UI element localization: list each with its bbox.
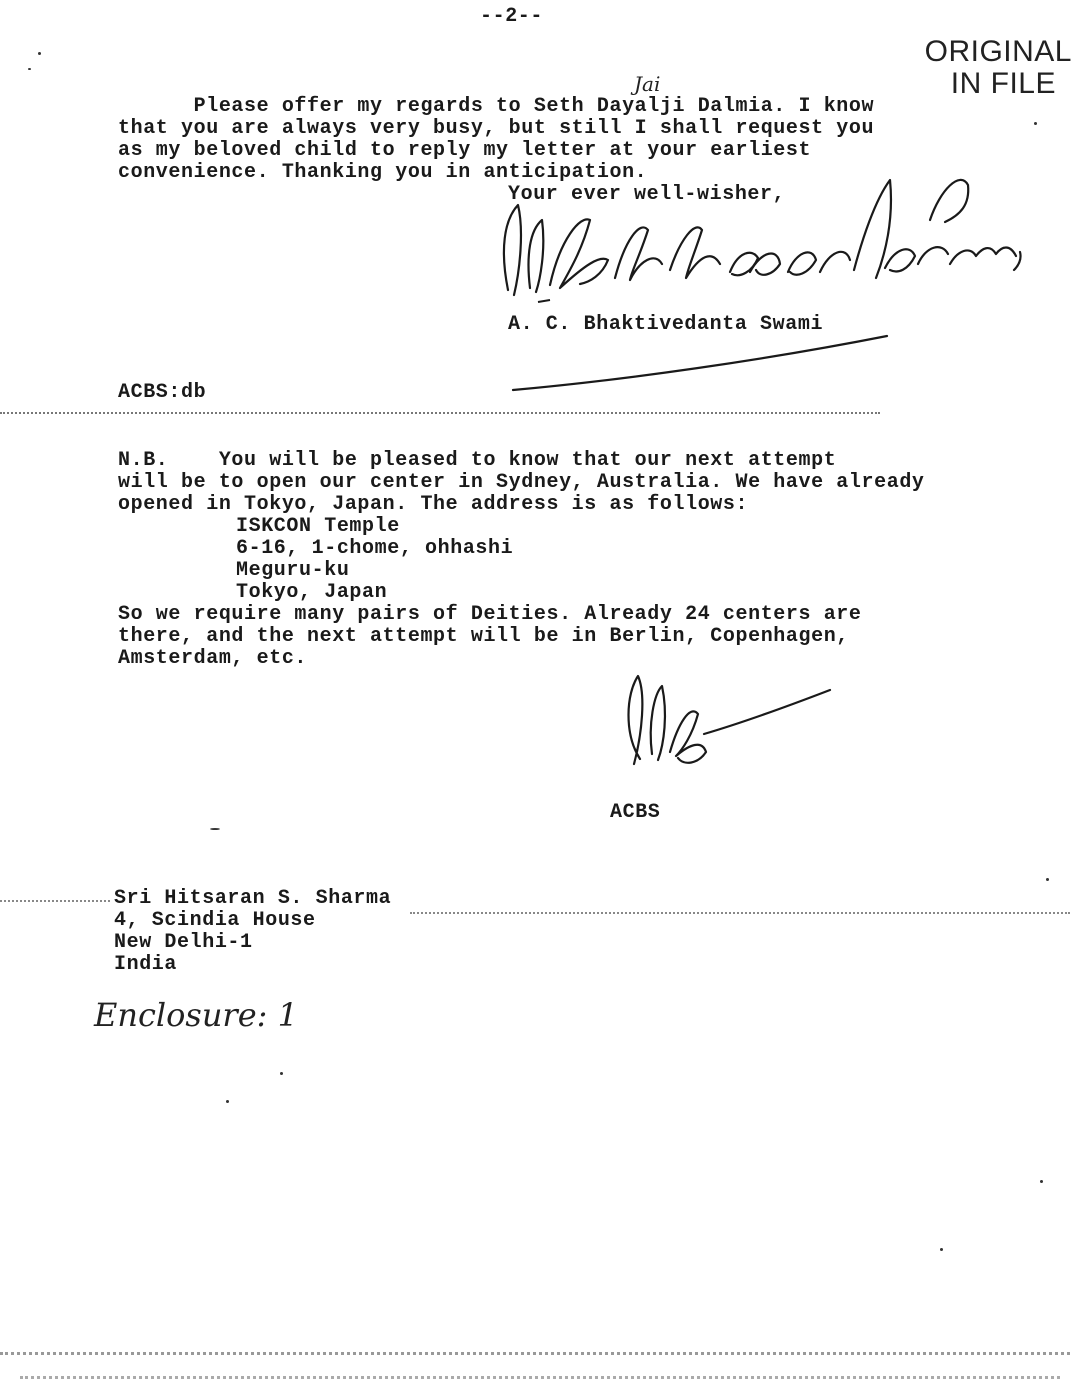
nb-line-1: N.B. You will be pleased to know that our next attempt <box>118 449 837 472</box>
scan-noise-line <box>0 412 880 414</box>
speck <box>210 828 220 830</box>
scan-noise-bottom-2 <box>20 1376 1060 1379</box>
stamp-line-2: IN FILE <box>950 67 1056 100</box>
closing-text: Your ever well-wisher, <box>508 183 786 206</box>
stamp-line-1: ORIGINAL <box>924 35 1072 68</box>
nb-closing-line-3: Amsterdam, etc. <box>118 647 308 670</box>
body-line-3: as my beloved child to reply my letter at your earliest <box>118 139 812 162</box>
address-line-3: Meguru-ku <box>236 559 350 582</box>
speck <box>1034 122 1037 125</box>
speck <box>38 52 41 55</box>
nb-line-3: opened in Tokyo, Japan. The address is as follows: <box>118 493 749 516</box>
nb-initials-label: ACBS <box>610 801 661 824</box>
body-line-2: that you are always very busy, but still I shall request you <box>118 117 875 140</box>
body-line-1: Please offer my regards to Seth Dayalji Dalmia. I know <box>118 95 875 118</box>
speck <box>28 68 31 70</box>
recipient-line-1: Sri Hitsaran S. Sharma <box>114 887 392 910</box>
scan-noise-recipient-left <box>0 900 110 902</box>
initials-signature-drawing <box>618 664 838 774</box>
signer-name: A. C. Bhaktivedanta Swami <box>508 313 824 336</box>
nb-line-2: will be to open our center in Sydney, Australia. We have already <box>118 471 925 494</box>
recipient-line-2: 4, Scindia House <box>114 909 316 932</box>
speck <box>1046 878 1049 881</box>
original-in-file-stamp <box>900 36 1072 100</box>
address-line-2: 6-16, 1-chome, ohhashi <box>236 537 514 560</box>
nb-closing-line-1: So we require many pairs of Deities. Already 24 centers are <box>118 603 862 626</box>
nb-closing-line-2: there, and the next attempt will be in Berlin, Copenhagen, <box>118 625 849 648</box>
address-line-1: ISKCON Temple <box>236 515 400 538</box>
page-number: --2-- <box>480 5 544 28</box>
signature-drawing <box>490 160 1030 300</box>
recipient-line-3: New Delhi-1 <box>114 931 253 954</box>
scan-noise-bottom-1 <box>0 1352 1070 1355</box>
address-line-4: Tokyo, Japan <box>236 581 388 604</box>
speck <box>1040 1180 1043 1183</box>
initials: ACBS:db <box>118 381 207 404</box>
recipient-line-4: India <box>114 953 178 976</box>
body-line-4: convenience. Thanking you in anticipation. <box>118 161 648 184</box>
speck <box>226 1100 229 1103</box>
speck <box>940 1248 943 1251</box>
handwritten-enclosure-note: Enclosure: 1 <box>94 996 298 1034</box>
underline-stroke <box>505 330 905 400</box>
handwritten-insert: Jai <box>634 72 661 96</box>
speck <box>280 1072 283 1075</box>
scan-noise-recipient <box>410 912 1070 914</box>
